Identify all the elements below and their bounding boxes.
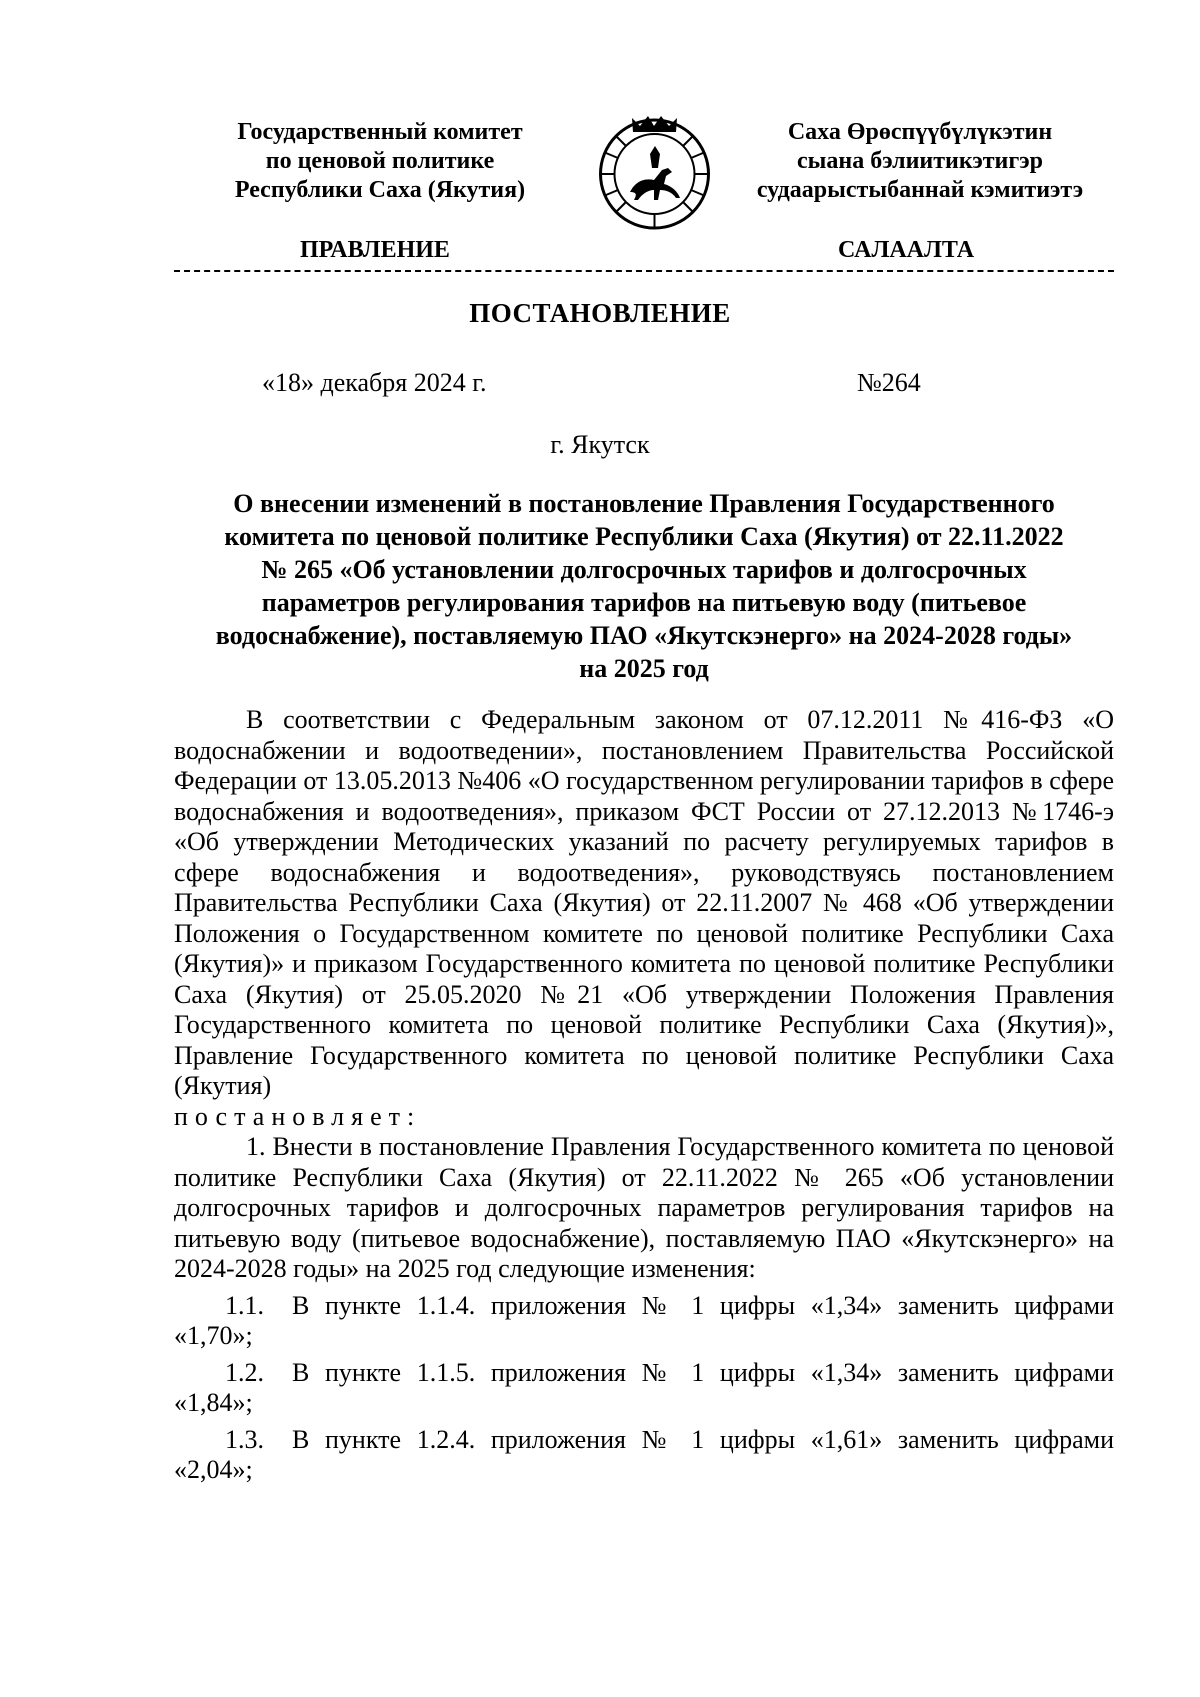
title-line: комитета по ценовой политике Республики Саха (Якутия) от 22.11.2022 bbox=[224, 522, 1064, 551]
subitem-number: 1.3. bbox=[225, 1424, 264, 1454]
item-1-paragraph: 1. Внести в постановление Правления Государственного комитета по ценовой политике Республики Саха (Якутия) от 22.11.2022 № 265 «Об установлении долгосрочных тарифов и долгосрочных параметров регулирования тарифов на питьевую воду (питьевое водоснабжение), поставляемую ПАО «Якутскэнерго» на 2024-2028 годы» на 2025 год следующие изменения: bbox=[174, 1132, 1114, 1283]
title-line: № 265 «Об установлении долгосрочных тарифов и долгосрочных bbox=[261, 555, 1027, 584]
header-right-line: судаарыстыбаннай кэмитиэтэ bbox=[756, 177, 1084, 203]
subitem-tail: «1,70»; bbox=[174, 1321, 253, 1350]
header-left-line: Государственный комитет bbox=[237, 119, 523, 145]
document-type: ПОСТАНОВЛЕНИЕ bbox=[469, 298, 731, 328]
subitem-text: В пункте 1.1.5. приложения № 1 цифры «1,34» заменить цифрами bbox=[292, 1357, 1114, 1387]
title-line: водоснабжение), поставляемую ПАО «Якутскэнерго» на 2024-2028 годы» bbox=[215, 621, 1073, 650]
header-left-line: Республики Саха (Якутия) bbox=[234, 177, 526, 203]
coat-of-arms-icon bbox=[592, 110, 717, 235]
header-left-block bbox=[180, 118, 580, 205]
document-city: г. Якутск bbox=[550, 430, 650, 459]
document-number: №264 bbox=[857, 368, 921, 397]
document-body bbox=[174, 705, 1114, 1486]
subitem bbox=[174, 1425, 1114, 1486]
subitem bbox=[174, 1291, 1114, 1352]
header-right-line: Саха Өрөспүүбүлүкэтин bbox=[787, 119, 1053, 145]
subitem-tail: «2,04»; bbox=[174, 1455, 253, 1484]
preamble-paragraph: В соответствии с Федеральным законом от 07.12.2011 №416-ФЗ «О водоснабжении и водоотведении», постановлением Правительства Российской Федерации от 13.05.2013 №406 «О государственном регулировании тарифов в сфере водоснабжения и водоотведения», приказом ФСТ России от 27.12.2013 №1746-э «Об утверждении Методических указаний по расчету регулируемых тарифов в сфере водоснабжения и водоотведения», руководствуясь постановлением Правительства Республики Саха (Якутия) от 22.11.2007 № 468 «Об утверждении Положения о Государственном комитете по ценовой политике Республики Саха (Якутия)» и приказом Государственного комитета по ценовой политике Республики Саха (Якутия) от 25.05.2020 №21 «Об утверждении Положения Правления Государственного комитета по ценовой политике Республики Саха (Якутия)», Правление Государственного комитета по ценовой политике Республики Саха (Якутия) bbox=[174, 705, 1114, 1100]
header-left-line: по ценовой политике bbox=[265, 148, 495, 174]
header-right-block bbox=[725, 118, 1115, 205]
header-right-subtitle: САЛААЛТА bbox=[838, 237, 975, 263]
subitem-text: В пункте 1.1.4. приложения № 1 цифры «1,34» заменить цифрами bbox=[292, 1290, 1114, 1320]
document-date: «18» декабря 2024 г. bbox=[262, 368, 487, 397]
title-line: параметров регулирования тарифов на питьевую воду (питьевое bbox=[261, 588, 1027, 617]
resolves-word: постановляет: bbox=[174, 1101, 422, 1131]
header-right-line: сыана бэлиитикэтигэр bbox=[796, 148, 1043, 174]
title-line: на 2025 год bbox=[579, 654, 709, 683]
subitem-text: В пункте 1.2.4. приложения № 1 цифры «1,61» заменить цифрами bbox=[292, 1424, 1114, 1454]
document-title bbox=[174, 487, 1114, 685]
title-line: О внесении изменений в постановление Правления Государственного bbox=[233, 489, 1055, 518]
subitem-tail: «1,84»; bbox=[174, 1388, 253, 1417]
header-divider bbox=[174, 270, 1114, 272]
subitem bbox=[174, 1358, 1114, 1419]
subitem-number: 1.2. bbox=[225, 1357, 264, 1387]
subitem-number: 1.1. bbox=[225, 1290, 264, 1320]
header-left-subtitle: ПРАВЛЕНИЕ bbox=[300, 237, 450, 263]
